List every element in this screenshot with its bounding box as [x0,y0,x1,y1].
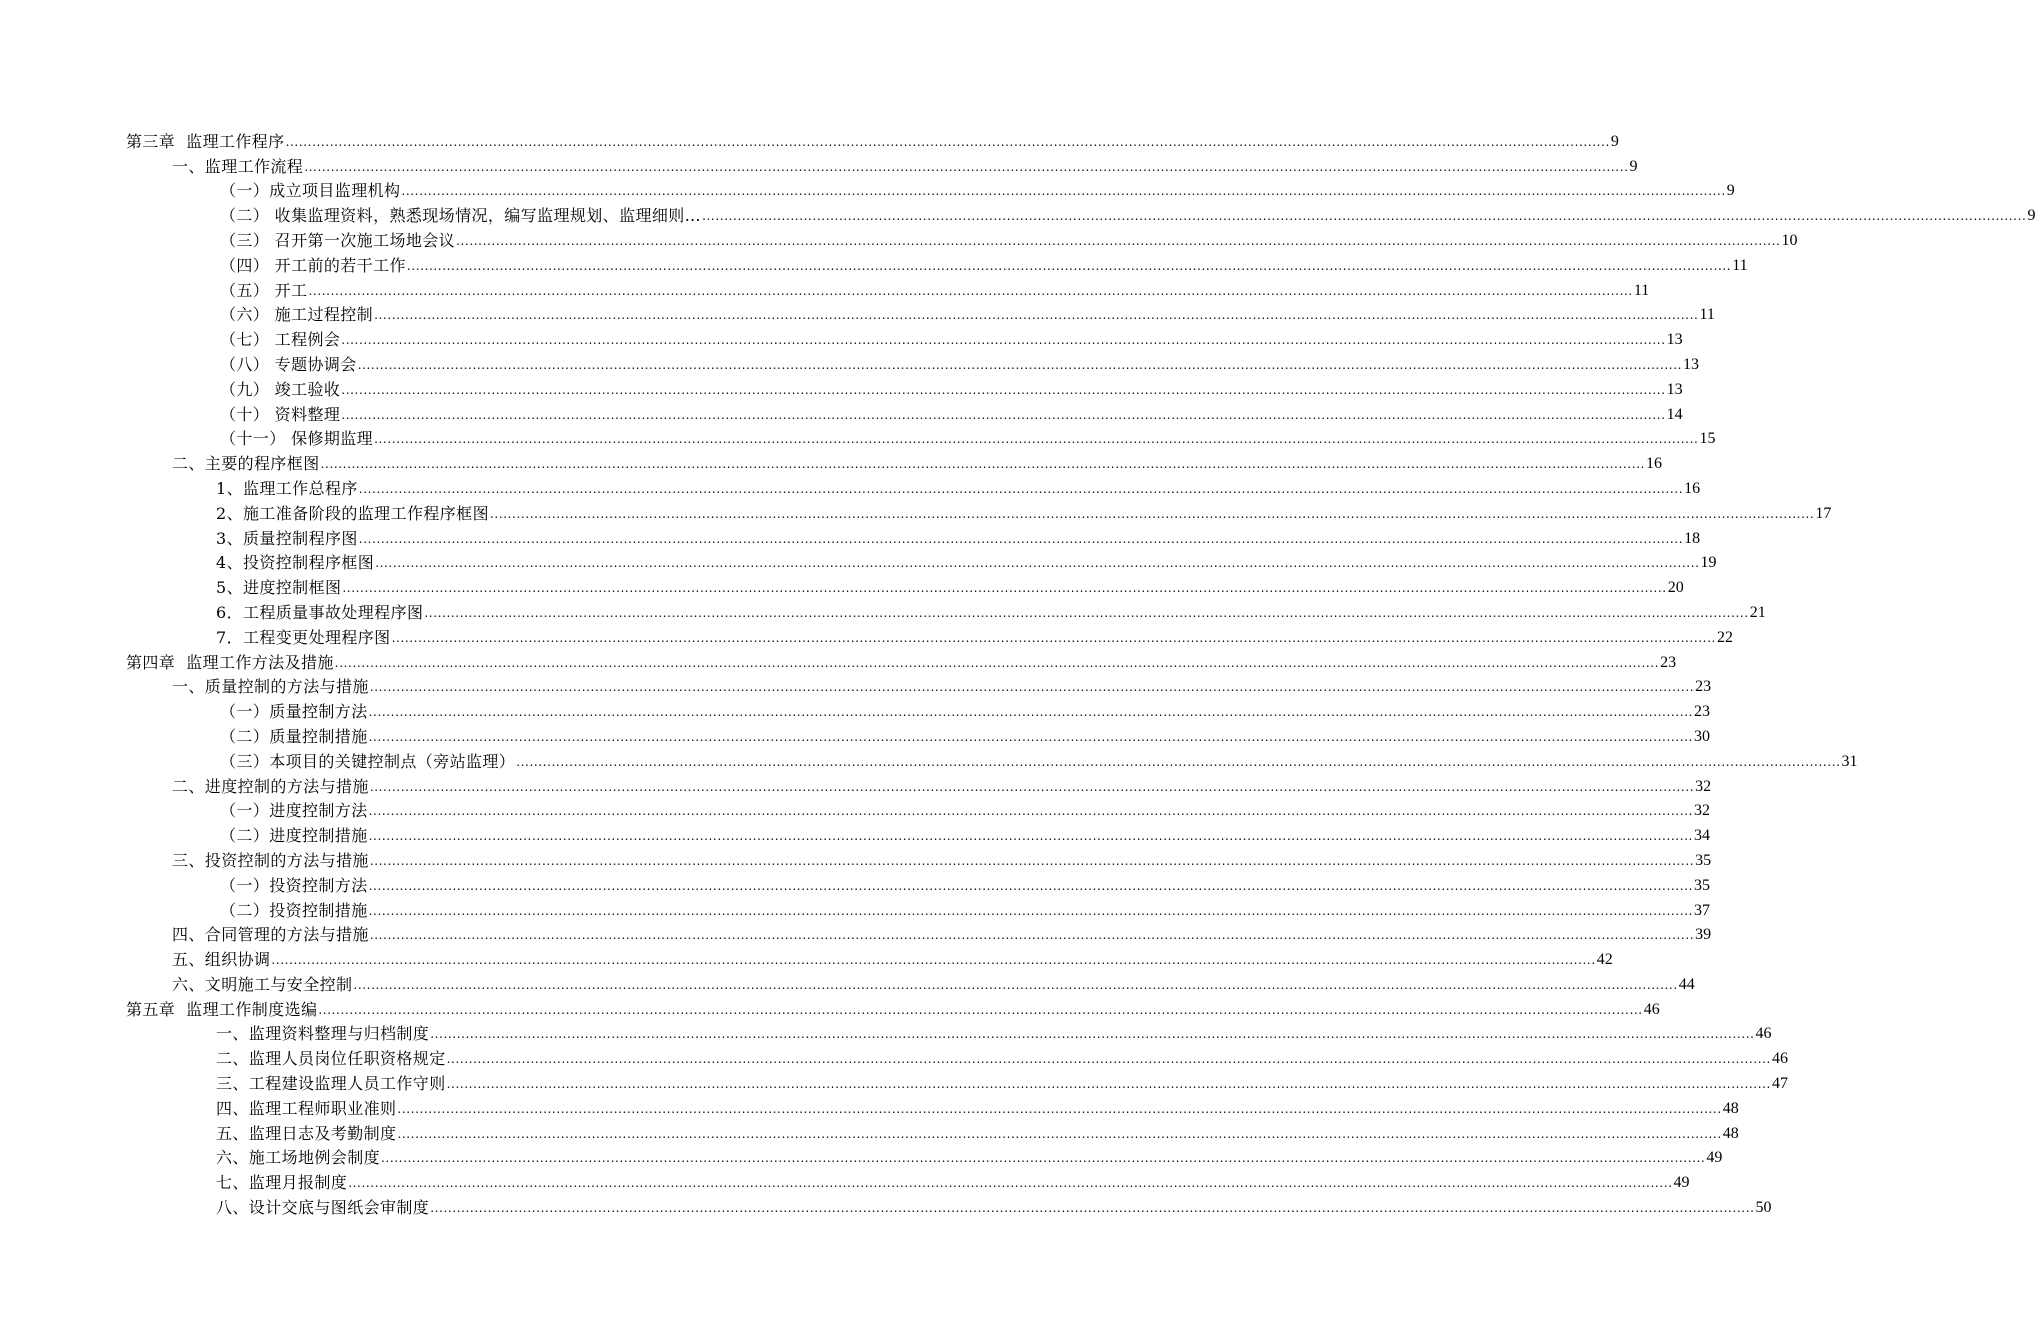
toc-entry-page-number: 32 [1693,802,1710,820]
toc-dot-leader: ............................................................................................................................................................................................................................................................................................................ [368,903,1693,918]
toc-dot-leader: ............................................................................................................................................................................................................................................................................................................ [368,729,1693,744]
toc-dot-leader: ............................................................................................................................................................................................................................................................................................................ [341,407,1666,422]
toc-entry-page-number: 46 [1755,1025,1772,1043]
toc-entry[interactable] [0,696,1710,722]
toc-entry[interactable] [0,349,1700,374]
toc-entry-title: 三、投资控制的方法与措施 [172,850,369,870]
toc-dot-leader: ............................................................................................................................................................................................................................................................................................................ [489,506,1815,521]
toc-entry[interactable] [0,969,1695,994]
toc-entry-page-number: 19 [1700,554,1717,572]
toc-entry-page-number: 17 [1815,504,1832,522]
toc-entry-title: 二、主要的程序框图 [172,454,320,474]
toc-entry-title: （二） 收集监理资料，熟悉现场情况，编写监理规划、监理细则… [220,206,702,226]
toc-entry[interactable] [0,200,2035,226]
toc-dot-leader: ............................................................................................................................................................................................................................................................................................................ [516,754,1841,769]
toc-entry-title: （十） 资料整理 [220,404,341,424]
toc-entry-page-number: 48 [1722,1124,1739,1142]
toc-entry-title: 一、监理资料整理与归档制度 [216,1024,430,1044]
toc-entry-page-number: 10 [1781,231,1798,249]
toc-dot-leader: ............................................................................................................................................................................................................................................................................................................ [397,1126,1722,1141]
toc-entry[interactable] [0,920,1712,945]
toc-entry-title: （八） 专题协调会 [220,354,357,374]
toc-entry[interactable] [0,1068,1788,1094]
toc-entry-page-number: 11 [1732,256,1748,274]
toc-entry[interactable] [0,300,1715,325]
toc-entry-title: 2、施工准备阶段的监理工作程序框图 [216,503,489,523]
toc-dot-leader: ............................................................................................................................................................................................................................................................................................................ [358,481,1684,496]
toc-entry-title: （一）投资控制方法 [220,875,368,895]
toc-entry-title: 四、合同管理的方法与措施 [172,925,369,945]
toc-dot-leader: ............................................................................................................................................................................................................................................................................................................ [374,308,1699,323]
toc-dot-leader: ............................................................................................................................................................................................................................................................................................................ [368,804,1693,819]
toc-entry-title: （九） 竣工验收 [220,379,341,399]
toc-entry[interactable] [0,1167,1690,1193]
toc-entry-title: 1、监理工作总程序 [216,478,358,498]
toc-dot-leader: ............................................................................................................................................................................................................................................................................................................ [285,134,1610,149]
toc-entry[interactable] [0,672,1712,697]
toc-dot-leader: ............................................................................................................................................................................................................................................................................................................ [308,283,1633,298]
toc-dot-leader: ............................................................................................................................................................................................................................................................................................................ [456,233,1781,248]
toc-entry[interactable] [0,548,1717,573]
toc-entry-title: （五） 开工 [220,280,308,300]
toc-entry[interactable] [0,622,1733,647]
toc-entry-page-number: 23 [1693,703,1710,721]
toc-entry[interactable] [0,647,1677,672]
toc-entry[interactable] [0,275,1650,300]
toc-entry[interactable] [0,796,1710,821]
toc-entry[interactable] [0,1192,1772,1218]
toc-entry-page-number: 9 [1610,132,1619,150]
toc-dot-leader: ............................................................................................................................................................................................................................................................................................................ [348,1176,1673,1191]
toc-entry[interactable] [0,845,1712,870]
toc-entry-page-number: 44 [1678,975,1695,993]
toc-entry-page-number: 49 [1673,1174,1690,1192]
toc-entry[interactable] [0,746,1858,771]
toc-entry-title: （六） 施工过程控制 [220,305,374,325]
toc-entry-title: 6．工程质量事故处理程序图 [216,602,424,622]
toc-entry-page-number: 46 [1771,1050,1788,1068]
toc-entry-title: 一、监理工作流程 [172,156,304,176]
toc-entry-page-number: 34 [1693,827,1710,845]
toc-entry[interactable] [0,424,1716,449]
toc-entry-page-number: 9 [1629,157,1638,175]
toc-entry[interactable] [0,399,1683,424]
toc-entry-page-number: 30 [1693,727,1710,745]
toc-dot-leader: ............................................................................................................................................................................................................................................................................................................ [304,159,1629,174]
toc-entry-title: （二）投资控制措施 [220,900,368,920]
toc-dot-leader: ............................................................................................................................................................................................................................................................................................................ [397,1101,1722,1116]
toc-entry[interactable] [0,1019,1772,1044]
toc-entry-page-number: 32 [1695,777,1712,795]
toc-dot-leader: ............................................................................................................................................................................................................................................................................................................ [702,209,2027,224]
toc-entry[interactable] [0,324,1683,350]
toc-entry-page-number: 16 [1645,455,1662,473]
toc-dot-leader: ............................................................................................................................................................................................................................................................................................................ [374,432,1699,447]
toc-entry-page-number: 42 [1596,951,1613,969]
toc-entry[interactable] [0,523,1701,548]
toc-dot-leader: ............................................................................................................................................................................................................................................................................................................ [341,382,1666,397]
toc-entry[interactable] [0,1043,1788,1069]
toc-entry[interactable] [0,1143,1723,1168]
toc-entry-title: 一、质量控制的方法与措施 [172,677,369,697]
toc-entry[interactable] [0,448,1662,474]
toc-dot-leader: ............................................................................................................................................................................................................................................................................................................ [446,1077,1771,1092]
toc-entry[interactable] [0,1118,1739,1143]
toc-entry-page-number: 14 [1666,405,1683,423]
toc-entry-page-number: 21 [1749,603,1766,621]
toc-dot-leader: ............................................................................................................................................................................................................................................................................................................ [358,531,1684,546]
toc-dot-leader: ............................................................................................................................................................................................................................................................................................................ [401,184,1726,199]
toc-dot-leader: ............................................................................................................................................................................................................................................................................................................ [271,953,1596,968]
toc-entry[interactable] [0,151,1638,176]
toc-entry[interactable] [0,374,1683,399]
toc-entry-page-number: 49 [1706,1149,1723,1167]
toc-dot-leader: ............................................................................................................................................................................................................................................................................................................ [430,1027,1755,1042]
toc-dot-leader: ............................................................................................................................................................................................................................................................................................................ [342,581,1667,596]
toc-dot-leader: ............................................................................................................................................................................................................................................................................................................ [369,853,1695,868]
toc-entry-title: 7．工程变更处理程序图 [216,627,391,647]
toc-dot-leader: ............................................................................................................................................................................................................................................................................................................ [341,333,1666,348]
toc-entry-page-number: 31 [1841,752,1858,770]
toc-entry-page-number: 47 [1771,1075,1788,1093]
toc-entry-title: 第四章 监理工作方法及措施 [126,652,334,672]
toc-entry-title: 二、监理人员岗位任职资格规定 [216,1049,446,1069]
toc-entry[interactable] [0,721,1710,746]
toc-entry[interactable] [0,771,1712,796]
toc-dot-leader: ............................................................................................................................................................................................................................................................................................................ [369,928,1695,943]
toc-entry-page-number: 46 [1643,1000,1660,1018]
toc-entry[interactable] [0,597,1766,622]
toc-dot-leader: ............................................................................................................................................................................................................................................................................................................ [320,457,1645,472]
toc-entry-page-number: 13 [1666,331,1683,349]
toc-entry-title: （二）质量控制措施 [220,726,368,746]
toc-entry-page-number: 9 [1726,182,1735,200]
toc-entry-page-number: 11 [1699,306,1715,324]
toc-entry-title: 七、监理月报制度 [216,1173,348,1193]
toc-entry-title: 六、文明施工与安全控制 [172,974,353,994]
toc-entry[interactable] [0,895,1710,920]
toc-entry-title: 五、监理日志及考勤制度 [216,1123,397,1143]
toc-entry-title: （七） 工程例会 [220,330,341,350]
toc-entry[interactable] [0,820,1710,846]
toc-entry-title: （一）进度控制方法 [220,801,368,821]
toc-entry-title: 二、进度控制的方法与措施 [172,776,369,796]
toc-entry-page-number: 23 [1695,678,1712,696]
toc-entry-page-number: 9 [2027,207,2035,225]
toc-entry-title: （十一） 保修期监理 [220,429,374,449]
toc-dot-leader: ............................................................................................................................................................................................................................................................................................................ [369,680,1695,695]
toc-entry-title: 5、进度控制框图 [216,578,342,598]
toc-entry-title: 四、监理工程师职业准则 [216,1098,397,1118]
toc-entry-title: （一）质量控制方法 [220,702,368,722]
toc-entry[interactable] [0,473,1701,498]
toc-entry-title: 第五章 监理工作制度选编 [126,999,318,1019]
toc-dot-leader: ............................................................................................................................................................................................................................................................................................................ [406,258,1732,273]
toc-entry-page-number: 15 [1699,430,1716,448]
toc-entry-title: 六、施工场地例会制度 [216,1148,381,1168]
toc-entry[interactable] [0,572,1684,598]
toc-entry-title: （三） 召开第一次施工场地会议 [220,230,456,250]
toc-entry-page-number: 23 [1660,653,1677,671]
table-of-contents [0,126,2035,1218]
toc-dot-leader: ............................................................................................................................................................................................................................................................................................................ [368,829,1693,844]
toc-entry[interactable] [0,994,1660,1019]
toc-entry-page-number: 35 [1693,876,1710,894]
toc-entry-page-number: 22 [1716,628,1733,646]
toc-entry-title: （二）进度控制措施 [220,826,368,846]
toc-dot-leader: ............................................................................................................................................................................................................................................................................................................ [381,1151,1706,1166]
toc-entry[interactable] [0,1093,1739,1118]
toc-entry[interactable] [0,126,1619,151]
toc-entry[interactable] [0,498,1832,523]
toc-entry[interactable] [0,870,1710,895]
toc-entry[interactable] [0,225,1798,250]
toc-dot-leader: ............................................................................................................................................................................................................................................................................................................ [391,630,1716,645]
toc-entry-page-number: 39 [1695,926,1712,944]
toc-entry[interactable] [0,944,1613,970]
toc-entry-page-number: 13 [1666,380,1683,398]
toc-dot-leader: ............................................................................................................................................................................................................................................................................................................ [357,357,1683,372]
toc-dot-leader: ............................................................................................................................................................................................................................................................................................................ [353,977,1678,992]
toc-dot-leader: ............................................................................................................................................................................................................................................................................................................ [424,605,1749,620]
toc-dot-leader: ............................................................................................................................................................................................................................................................................................................ [368,705,1693,720]
toc-entry-title: 五、组织协调 [172,950,271,970]
toc-dot-leader: ............................................................................................................................................................................................................................................................................................................ [430,1201,1755,1216]
toc-entry-page-number: 13 [1683,355,1700,373]
toc-entry-title: 4、投资控制程序框图 [216,553,375,573]
toc-entry-page-number: 16 [1684,479,1701,497]
toc-entry-page-number: 20 [1667,579,1684,597]
toc-dot-leader: ............................................................................................................................................................................................................................................................................................................ [318,1002,1643,1017]
toc-entry-page-number: 48 [1722,1099,1739,1117]
toc-entry-title: （三）本项目的关键控制点（旁站监理） [220,751,516,771]
toc-entry-page-number: 18 [1684,529,1701,547]
toc-entry-title: 三、工程建设监理人员工作守则 [216,1074,446,1094]
toc-entry-title: 3、质量控制程序图 [216,528,358,548]
toc-entry-page-number: 37 [1693,901,1710,919]
toc-dot-leader: ............................................................................................................................................................................................................................................................................................................ [368,878,1693,893]
toc-entry-title: 第三章 监理工作程序 [126,131,285,151]
toc-entry-page-number: 11 [1633,281,1650,299]
toc-entry[interactable] [0,176,1735,201]
toc-entry-page-number: 35 [1695,851,1712,869]
toc-dot-leader: ............................................................................................................................................................................................................................................................................................................ [334,655,1660,670]
toc-entry-title: （一）成立项目监理机构 [220,181,401,201]
toc-dot-leader: ............................................................................................................................................................................................................................................................................................................ [369,779,1695,794]
toc-dot-leader: ............................................................................................................................................................................................................................................................................................................ [446,1052,1771,1067]
toc-entry-page-number: 50 [1755,1199,1772,1217]
toc-entry[interactable] [0,250,1748,275]
toc-dot-leader: ............................................................................................................................................................................................................................................................................................................ [375,556,1700,571]
toc-entry-title: （四） 开工前的若干工作 [220,255,406,275]
toc-entry-title: 八、设计交底与图纸会审制度 [216,1198,430,1218]
